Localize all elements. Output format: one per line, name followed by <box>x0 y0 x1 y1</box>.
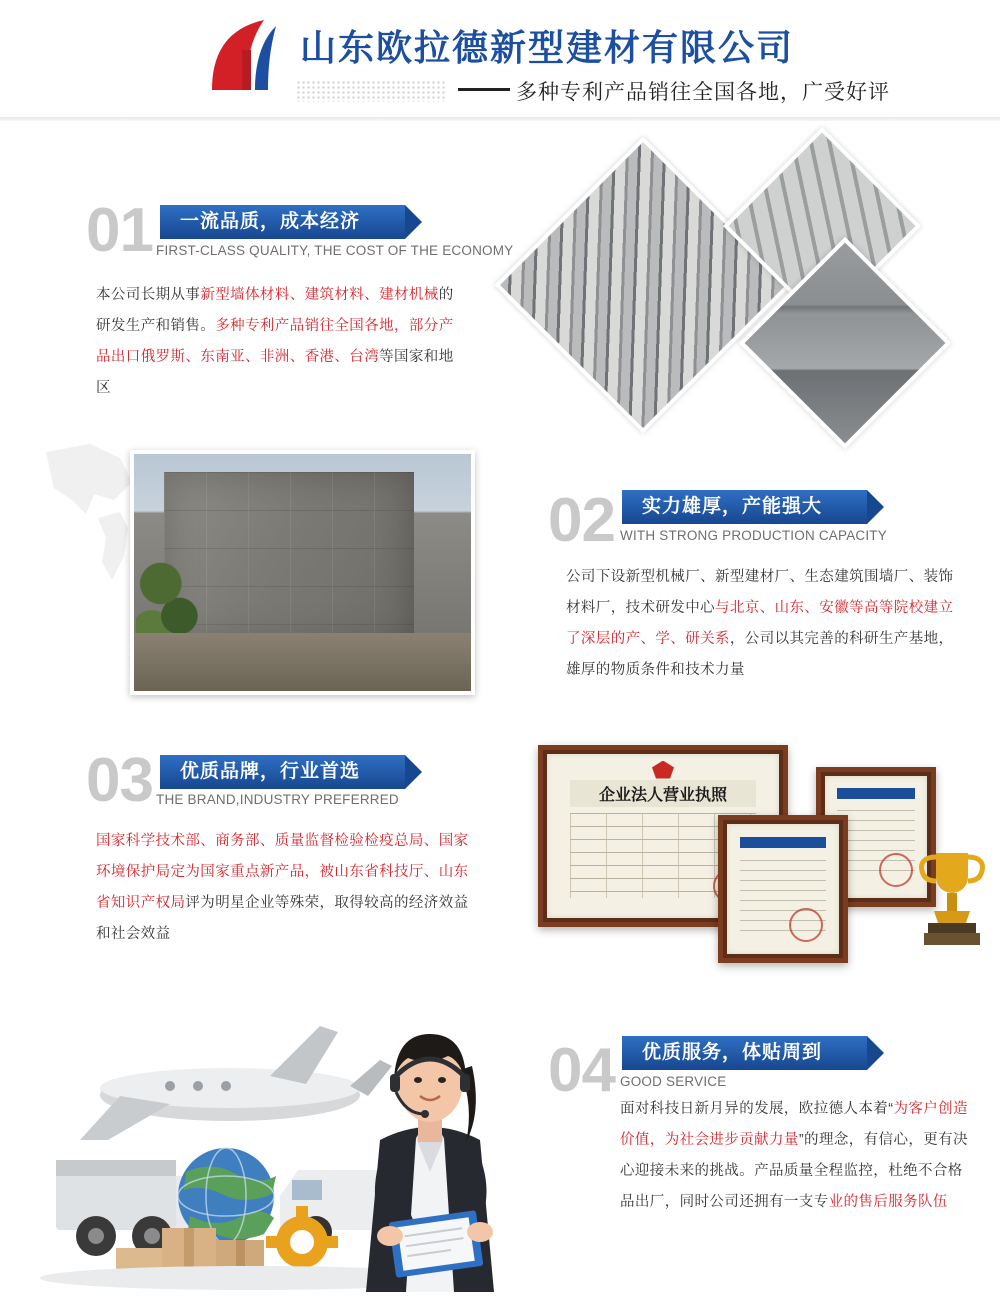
section-body-01 <box>96 280 466 404</box>
certificates-group <box>520 735 980 965</box>
text-part-highlight: 多种专利产品销往全国各地，部分产品出口俄罗斯、东南亚、非洲、香港、台湾 <box>96 318 454 365</box>
section-number-01: 01 <box>86 196 153 265</box>
section-ribbon-04: 优质服务，体贴周到 <box>622 1036 867 1070</box>
section-number-03: 03 <box>86 746 153 815</box>
page-header <box>0 0 1000 118</box>
text-part: 公司下设新型机械厂、新型建材厂、生态建筑围墙厂、装饰材料厂，技术研发中心 <box>566 569 954 616</box>
text-part: 本公司长期从事 <box>96 287 201 303</box>
certificate-header-bar <box>740 837 825 848</box>
section-number-02: 02 <box>548 486 615 555</box>
header-dash <box>458 88 510 91</box>
text-part-highlight: 与北京、山东、安徽等高等院校建立了深层的产、学、研关系 <box>566 600 954 647</box>
red-seal-icon <box>879 853 913 887</box>
text-part-highlight: 新型墙体材料、建筑材料、建材机械 <box>200 287 439 303</box>
text-part-highlight: 业的售后服务队伍 <box>828 1194 948 1210</box>
national-emblem-icon <box>652 761 674 779</box>
section-ribbon-03: 优质品牌，行业首选 <box>160 755 405 789</box>
section-ribbon-en-01: FIRST-CLASS QUALITY, THE COST OF THE ECONOMY <box>156 243 514 258</box>
business-license-title: 企业法人营业执照 <box>570 780 756 807</box>
section-body-04 <box>620 1094 970 1218</box>
section-ribbon-01: 一流品质，成本经济 <box>160 205 405 239</box>
section-number-04: 04 <box>548 1036 615 1105</box>
section-body-03 <box>96 826 474 950</box>
factory-wall-building-photo <box>130 450 475 695</box>
certificate-header-bar <box>837 788 915 799</box>
text-part: 评为明星企业等殊荣，取得较高的经济效益和社会效益 <box>96 895 469 942</box>
text-part-highlight: 国家科学技术部、商务部、质量监督检验检疫总局、国家环境保护局定为国家重点新产品，被山东省科技厅、山东省知识产权局 <box>96 833 469 911</box>
text-part: ”的理念，有信心，更有决心迎接未来的挑战。产品质量全程监控，杜绝不合格品出厂，同时公司还拥有一支专 <box>620 1132 968 1210</box>
header-dot-pattern <box>296 80 446 102</box>
text-part: 的研发生产和销售。 <box>96 287 454 334</box>
section-body-02 <box>566 562 956 686</box>
company-subtitle: 多种专利产品销往全国各地，广受好评 <box>516 81 890 104</box>
company-title: 山东欧拉德新型建材有限公司 <box>300 27 795 68</box>
trophy-icon <box>912 843 992 951</box>
page-footer-spacer <box>0 1292 1000 1306</box>
red-bar-chart-logo-icon <box>206 18 284 98</box>
product-photo-collage <box>520 150 980 420</box>
header-divider <box>0 117 1000 121</box>
text-part: 面对科技日新月异的发展，欧拉德人本着“ <box>620 1101 894 1117</box>
section-ribbon-en-02: WITH STRONG PRODUCTION CAPACITY <box>620 528 887 543</box>
section-ribbon-02: 实力雄厚，产能强大 <box>622 490 867 524</box>
text-part: 等国家和地区 <box>96 349 454 396</box>
text-part: ，公司以其完善的科研生产基地，雄厚的物质条件和技术力量 <box>566 631 954 678</box>
section-ribbon-en-03: THE BRAND,INDUSTRY PREFERRED <box>156 792 399 807</box>
concrete-slab-floor-photo <box>495 137 792 434</box>
red-seal-icon <box>789 908 823 942</box>
certificate-frame <box>718 815 848 963</box>
text-part-highlight: 为客户创造价值，为社会进步贡献力量 <box>620 1101 968 1148</box>
customer-service-agent-photo <box>330 1000 530 1292</box>
section-ribbon-en-04: GOOD SERVICE <box>620 1074 727 1089</box>
